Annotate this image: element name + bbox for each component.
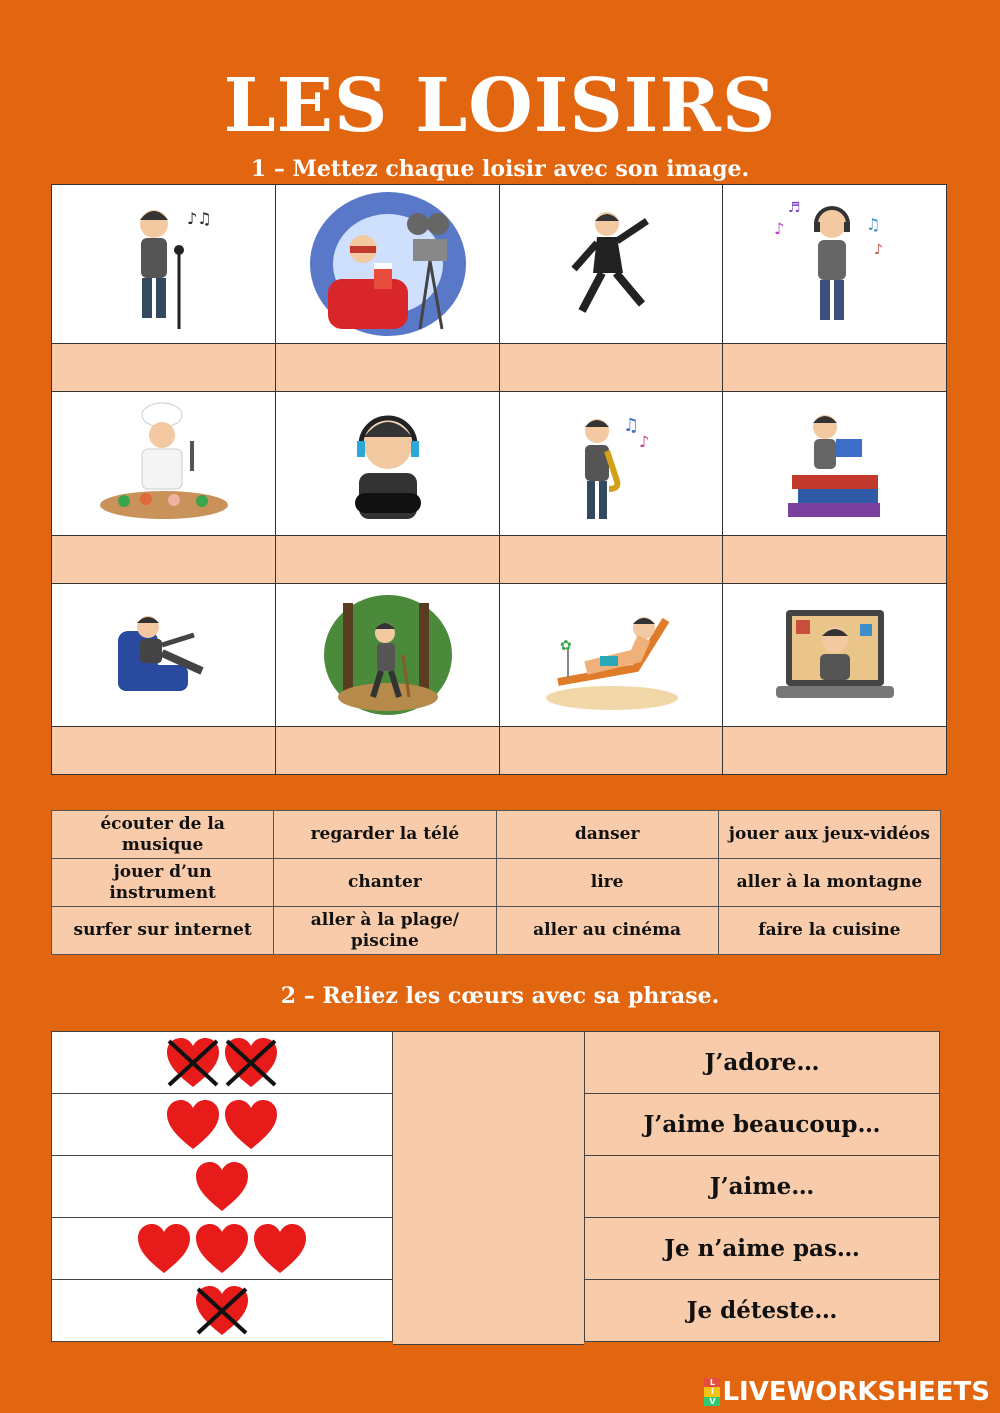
heart-icon xyxy=(194,1223,250,1275)
heart-icon xyxy=(165,1099,221,1151)
laptop-internet-person-icon xyxy=(770,600,900,710)
headphones-music-person-icon xyxy=(770,194,900,334)
svg-text:♪♫: ♪♫ xyxy=(187,209,212,228)
logo-text: LIVEWORKSHEETS xyxy=(722,1377,990,1407)
word-bank xyxy=(51,810,941,955)
heart-icon xyxy=(194,1161,250,1213)
heart-icon xyxy=(252,1223,308,1275)
phrase-item[interactable]: Je déteste… xyxy=(585,1280,940,1342)
svg-text:♫: ♫ xyxy=(622,415,639,436)
singing-person-icon xyxy=(109,194,219,334)
word-option[interactable]: aller à la plage/ piscine xyxy=(274,907,496,955)
saxophone-person-icon xyxy=(557,401,667,526)
answer-cell[interactable] xyxy=(275,344,499,392)
gamer-person-icon xyxy=(333,401,443,526)
picture-cell xyxy=(52,392,276,536)
picture-cell xyxy=(723,185,947,344)
word-option[interactable]: aller au cinéma xyxy=(496,907,718,955)
instruction-1: 1 – Mettez chaque loisir avec son image. xyxy=(250,156,750,182)
heart-row[interactable] xyxy=(52,1094,393,1156)
phrase-item[interactable]: Je n’aime pas… xyxy=(585,1218,940,1280)
picture-grid xyxy=(51,184,947,775)
forest-hiking-person-icon xyxy=(323,593,453,718)
reading-books-person-icon xyxy=(780,401,890,526)
crossed-heart-icon xyxy=(223,1037,279,1089)
word-option[interactable]: regarder la télé xyxy=(274,811,496,859)
heart-icon xyxy=(223,1099,279,1151)
answer-cell[interactable] xyxy=(499,536,723,584)
page-title: LES LOISIRS xyxy=(223,63,777,149)
phrase-item[interactable]: J’aime beaucoup… xyxy=(585,1094,940,1156)
heart-row[interactable] xyxy=(52,1218,393,1280)
phrases-column xyxy=(584,1031,940,1342)
svg-text:♪: ♪ xyxy=(874,242,884,258)
heart-icon xyxy=(136,1223,192,1275)
answer-cell[interactable] xyxy=(275,536,499,584)
svg-text:✿: ✿ xyxy=(559,637,572,654)
picture-cell xyxy=(723,392,947,536)
liveworksheets-logo xyxy=(704,1377,990,1407)
picture-cell xyxy=(275,185,499,344)
word-option[interactable]: jouer d’un instrument xyxy=(52,859,274,907)
dancing-person-icon xyxy=(552,199,672,329)
svg-text:♪: ♪ xyxy=(774,219,785,238)
answer-cell[interactable] xyxy=(723,727,947,775)
word-option[interactable]: surfer sur internet xyxy=(52,907,274,955)
beach-lounger-person-icon xyxy=(542,598,682,713)
logo-icon: L I V xyxy=(704,1378,720,1406)
word-option[interactable]: chanter xyxy=(274,859,496,907)
word-option[interactable]: aller à la montagne xyxy=(718,859,940,907)
crossed-heart-icon xyxy=(194,1285,250,1337)
chef-cooking-person-icon xyxy=(94,401,234,526)
answer-cell[interactable] xyxy=(52,727,276,775)
word-option[interactable]: écouter de la musique xyxy=(52,811,274,859)
picture-cell xyxy=(723,584,947,727)
picture-cell xyxy=(275,392,499,536)
svg-text:♫: ♫ xyxy=(866,215,881,234)
answer-cell[interactable] xyxy=(723,344,947,392)
phrase-item[interactable]: J’aime… xyxy=(585,1156,940,1218)
answer-cell[interactable] xyxy=(52,536,276,584)
svg-text:♪: ♪ xyxy=(638,432,649,451)
picture-cell xyxy=(499,185,723,344)
answer-cell[interactable] xyxy=(52,344,276,392)
armchair-tv-person-icon xyxy=(104,605,224,705)
picture-cell xyxy=(52,584,276,727)
answer-cell[interactable] xyxy=(723,536,947,584)
word-option[interactable]: faire la cuisine xyxy=(718,907,940,955)
word-option[interactable]: lire xyxy=(496,859,718,907)
matching-area[interactable] xyxy=(393,1031,584,1345)
answer-cell[interactable] xyxy=(499,344,723,392)
picture-cell xyxy=(275,584,499,727)
cinema-person-icon xyxy=(308,189,468,339)
heart-row[interactable] xyxy=(52,1032,393,1094)
hearts-column xyxy=(51,1031,393,1342)
heart-row[interactable] xyxy=(52,1156,393,1218)
picture-cell xyxy=(499,392,723,536)
instruction-2: 2 – Reliez les cœurs avec sa phrase. xyxy=(280,983,720,1009)
word-option[interactable]: danser xyxy=(496,811,718,859)
picture-cell xyxy=(52,185,276,344)
svg-text:♬: ♬ xyxy=(788,200,801,216)
heart-row[interactable] xyxy=(52,1280,393,1342)
answer-cell[interactable] xyxy=(499,727,723,775)
word-option[interactable]: jouer aux jeux-vidéos xyxy=(718,811,940,859)
crossed-heart-icon xyxy=(165,1037,221,1089)
phrase-item[interactable]: J’adore… xyxy=(585,1032,940,1094)
answer-cell[interactable] xyxy=(275,727,499,775)
picture-cell xyxy=(499,584,723,727)
